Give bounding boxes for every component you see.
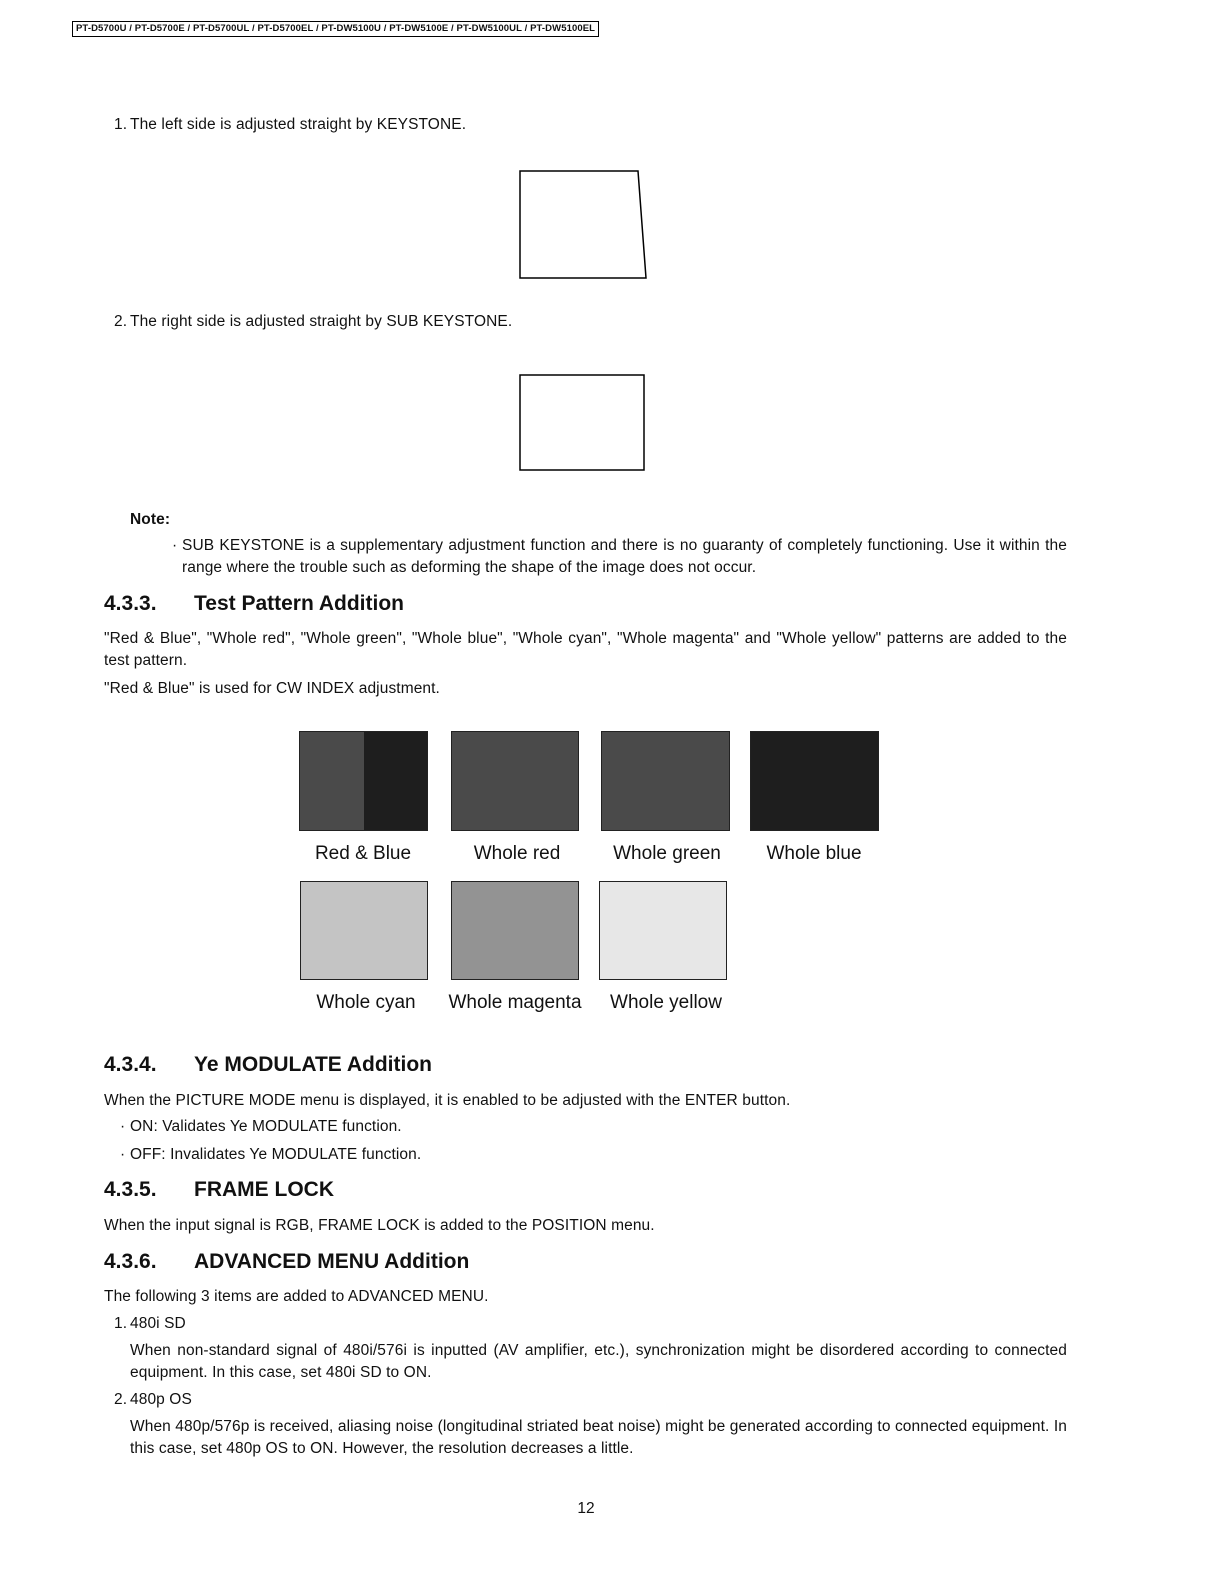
advanced-item-2-text: When 480p/576p is received, aliasing noise (longitudinal striated beat noise) might be generated according to connected equipment. In this case, set 480p OS to ON. However, the resolution decreases a little. [130, 1418, 1068, 1457]
section-heading-4-3-5 [104, 1177, 334, 1203]
note-label: Note: [130, 511, 171, 528]
note-bullet: · [172, 537, 178, 554]
section-number: 4.3.4. [104, 1053, 157, 1076]
section-number: 4.3.6. [104, 1250, 157, 1273]
bullet: · [120, 1118, 126, 1135]
section-number: 4.3.5. [104, 1178, 157, 1201]
item-number: 2. [114, 1391, 128, 1408]
ye-modulate-off-item [120, 1144, 421, 1166]
frame-lock-paragraph: When the input signal is RGB, FRAME LOCK is added to the POSITION menu. [104, 1217, 655, 1234]
advanced-item-1-title [114, 1313, 186, 1335]
pattern-whole-cyan-swatch [300, 881, 428, 980]
ye-modulate-on-item [120, 1116, 402, 1138]
section-number: 4.3.3. [104, 592, 157, 615]
section-title: Test Pattern Addition [194, 592, 404, 615]
pattern-label-whole-cyan: Whole cyan [316, 992, 416, 1013]
pattern-label-whole-green: Whole green [613, 843, 721, 864]
item-title: 480i SD [130, 1315, 186, 1332]
pattern-whole-blue-swatch [750, 731, 879, 831]
note-text: SUB KEYSTONE is a supplementary adjustment function and there is no guaranty of completely functioning. Use it within the range where the trouble such as deforming the shape of the image does not occur. [182, 537, 1067, 576]
advanced-item-1-text: When non-standard signal of 480i/576i is inputted (AV amplifier, etc.), synchronization might be disordered according to connected equipment. In this case, set 480i SD to ON. [130, 1342, 1067, 1381]
ye-modulate-on-text: ON: Validates Ye MODULATE function. [130, 1118, 402, 1135]
section-heading-4-3-3 [104, 591, 404, 617]
section-title: ADVANCED MENU Addition [194, 1250, 470, 1273]
item-number: 1. [114, 1315, 128, 1332]
pattern-label-whole-red: Whole red [473, 843, 561, 864]
pattern-label-whole-yellow: Whole yellow [610, 992, 722, 1013]
note-item [172, 535, 1067, 579]
bullet: · [120, 1146, 126, 1163]
step-1 [114, 114, 466, 136]
step-1-number: 1. [114, 116, 128, 133]
ye-modulate-paragraph: When the PICTURE MODE menu is displayed, it is enabled to be adjusted with the ENTER button. [104, 1092, 791, 1109]
test-pattern-paragraph: "Red & Blue", "Whole red", "Whole green", "Whole blue", "Whole cyan", "Whole magenta" and "Whole yellow" patterns are added to the test pattern. [104, 630, 1067, 669]
pattern-whole-magenta-swatch [451, 881, 579, 980]
page-number: 12 [577, 1500, 595, 1517]
section-heading-4-3-6 [104, 1249, 469, 1275]
pattern-label-whole-blue: Whole blue [766, 843, 862, 864]
cw-index-paragraph: "Red & Blue" is used for CW INDEX adjustment. [104, 680, 440, 697]
keystone-left-diagram [515, 166, 655, 284]
step-1-text: The left side is adjusted straight by KEYSTONE. [130, 116, 467, 133]
section-title: Ye MODULATE Addition [194, 1053, 432, 1076]
step-2-text: The right side is adjusted straight by SUB KEYSTONE. [130, 313, 513, 330]
pattern-label-whole-magenta: Whole magenta [448, 992, 582, 1013]
pattern-whole-red-swatch [451, 731, 579, 831]
advanced-menu-paragraph: The following 3 items are added to ADVANCED MENU. [104, 1288, 489, 1305]
ye-modulate-off-text: OFF: Invalidates Ye MODULATE function. [130, 1146, 422, 1163]
pattern-whole-green-swatch [601, 731, 730, 831]
model-header: PT-D5700U / PT-D5700E / PT-D5700UL / PT-D5700EL / PT-DW5100U / PT-DW5100E / PT-DW5100UL / PT-DW5100EL [72, 21, 599, 37]
sub-keystone-diagram [515, 370, 655, 476]
pattern-label-red-blue: Red & Blue [314, 843, 412, 864]
section-heading-4-3-4 [104, 1052, 432, 1078]
section-title: FRAME LOCK [194, 1178, 334, 1201]
step-2 [114, 311, 512, 333]
pattern-red-blue-swatch [299, 731, 428, 831]
advanced-item-2-title [114, 1389, 192, 1411]
item-title: 480p OS [130, 1391, 192, 1408]
step-2-number: 2. [114, 313, 128, 330]
pattern-whole-yellow-swatch [599, 881, 727, 980]
